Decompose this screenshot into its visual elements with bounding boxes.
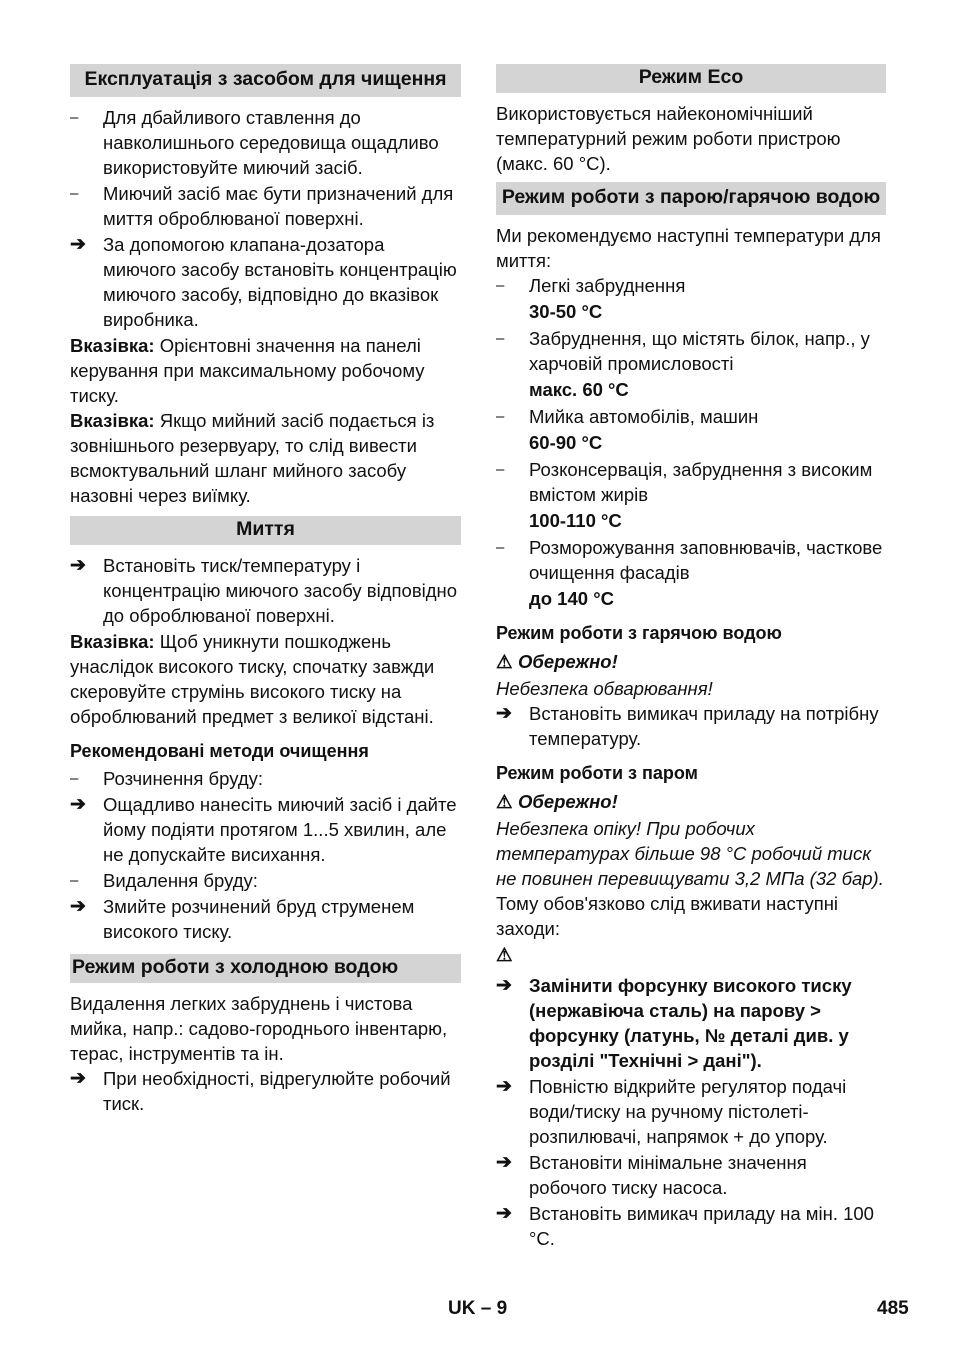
caution-label: ⚠ Обережно! xyxy=(496,648,886,676)
footer-section-label: UK – 9 xyxy=(448,1298,508,1319)
list-item: ➔ Повністю відкрийте регулятор подачі води/тиску на ручному пістолеті-розпилювачі, напрямок + до упору. xyxy=(496,1076,847,1147)
arrow-icon: ➔ xyxy=(70,794,86,815)
arrow-icon: ➔ xyxy=(496,975,512,996)
paragraph: Використовується найекономічніший температурний режим роботи пристрою (макс. 60 °C). xyxy=(496,103,841,174)
list-item: ➔ Замінити форсунку високого тиску (нержавіюча сталь) на парову > форсунку (латунь, № деталі див. у розділі "Технічні > дані"). xyxy=(496,975,852,1071)
temperature-value: 100-110 °C xyxy=(529,510,622,531)
subsection-title-steam: Режим роботи з паром xyxy=(496,763,698,783)
dash-icon: – xyxy=(70,185,79,202)
warning-icon: ⚠ xyxy=(496,651,513,672)
warning-icon-standalone xyxy=(496,941,886,969)
subsection-title-methods: Рекомендовані методи очищення xyxy=(70,741,369,761)
temperature-value: до 140 °C xyxy=(529,588,614,609)
arrow-icon: ➔ xyxy=(70,1068,86,1089)
note: Вказівка: Щоб уникнути пошкоджень унаслідок високого тиску, спочатку завжди скеровуйте струмінь високого тиску на оброблюваний предмет з великої відстані. xyxy=(70,631,435,727)
list-item: – Видалення бруду: xyxy=(70,870,258,891)
right-column xyxy=(496,64,886,1252)
page-number: 485 xyxy=(877,1298,909,1319)
section-title-detergent: Експлуатація з засобом для чищення xyxy=(70,64,461,97)
dash-icon: – xyxy=(496,277,505,294)
section-title-steam-hot: Режим роботи з парою/гарячою водою xyxy=(496,182,886,215)
list-item: ➔ Встановіть тиск/температуру і концентрацію миючого засобу відповідно до оброблюваної поверхні. xyxy=(70,555,458,626)
list-item: ➔ При необхідності, відрегулюйте робочий тиск. xyxy=(70,1068,451,1114)
dash-icon: – xyxy=(496,330,505,347)
dash-icon: – xyxy=(70,770,79,787)
dash-icon: – xyxy=(496,539,505,556)
list-item: – Забруднення, що містять білок, напр., у харчовій промисловості xyxy=(496,328,870,374)
list-item: – Легкі забруднення xyxy=(496,275,686,296)
dash-icon: – xyxy=(70,109,79,126)
paragraph: Видалення легких забруднень і чистова мийка, напр.: садово-городнього інвентарю, терас, інструментів та ін. xyxy=(70,993,448,1064)
warning-text: Небезпека опіку! При робочих температурах більше 98 °C робочий тиск не повинен перевищувати 3,2 МПа (32 бар). xyxy=(496,818,884,889)
temperature-value: 30-50 °C xyxy=(529,301,603,322)
dash-icon: – xyxy=(496,461,505,478)
paragraph: Тому обов'язково слід вживати наступні заходи: xyxy=(496,893,839,939)
list-item: – Для дбайливого ставлення до навколишнього середовища ощадливо використовуйте миючий засіб. xyxy=(70,107,439,178)
list-item: ➔ Встановіть вимикач приладу на мін. 100 °C. xyxy=(496,1203,874,1249)
section-title-eco: Режим Eco xyxy=(496,64,886,93)
list-item: – Розморожування заповнювачів, часткове очищення фасадів xyxy=(496,537,883,583)
dash-icon: – xyxy=(496,408,505,425)
list-item: ➔ Встановіть вимикач приладу на потрібну температуру. xyxy=(496,703,879,749)
arrow-icon: ➔ xyxy=(70,896,86,917)
arrow-icon: ➔ xyxy=(496,1152,512,1173)
list-item: ➔ За допомогою клапана-дозатора миючого засобу встановіть концентрацію миючого засобу, відповідно до вказівок виробника. xyxy=(70,234,457,330)
paragraph: Ми рекомендуємо наступні температури для миття: xyxy=(496,225,881,271)
dash-icon: – xyxy=(70,872,79,889)
warning-icon: ⚠ xyxy=(496,944,513,965)
arrow-icon: ➔ xyxy=(70,555,86,576)
arrow-icon: ➔ xyxy=(496,1076,512,1097)
warning-text: Небезпека обварювання! xyxy=(496,678,713,699)
warning-icon: ⚠ xyxy=(496,791,513,812)
list-item: ➔ Змийте розчинений бруд струменем високого тиску. xyxy=(70,896,415,942)
left-column xyxy=(70,64,461,1117)
section-title-washing: Миття xyxy=(70,516,461,545)
note: Вказівка: Орієнтовні значення на панелі керування при максимальному робочому тиску. xyxy=(70,335,425,406)
list-item: – Розконсервація, забруднення з високим вмістом жирів xyxy=(496,459,873,505)
arrow-icon: ➔ xyxy=(70,234,86,255)
list-item: ➔ Встановіти мінімальне значення робочого тиску насоса. xyxy=(496,1152,807,1198)
arrow-icon: ➔ xyxy=(496,703,512,724)
list-item: – Миючий засіб має бути призначений для миття оброблюваної поверхні. xyxy=(70,183,454,229)
subsection-title-hot-water: Режим роботи з гарячою водою xyxy=(496,623,782,643)
arrow-icon: ➔ xyxy=(496,1203,512,1224)
note: Вказівка: Якщо мийний засіб подається із зовнішнього резервуару, то слід вивести всмоктувальний шланг мийного засобу назовні через виїмку. xyxy=(70,410,435,506)
section-title-cold-water: Режим роботи з холодною водою xyxy=(70,954,461,983)
caution-label: ⚠ Обережно! xyxy=(496,788,886,816)
temperature-value: макс. 60 °C xyxy=(529,379,629,400)
list-item: ➔ Ощадливо нанесіть миючий засіб і дайте йому подіяти протягом 1...5 хвилин, але не допускайте висихання. xyxy=(70,794,457,865)
list-item: – Розчинення бруду: xyxy=(70,768,264,789)
list-item: – Мийка автомобілів, машин xyxy=(496,406,759,427)
temperature-value: 60-90 °C xyxy=(529,432,603,453)
